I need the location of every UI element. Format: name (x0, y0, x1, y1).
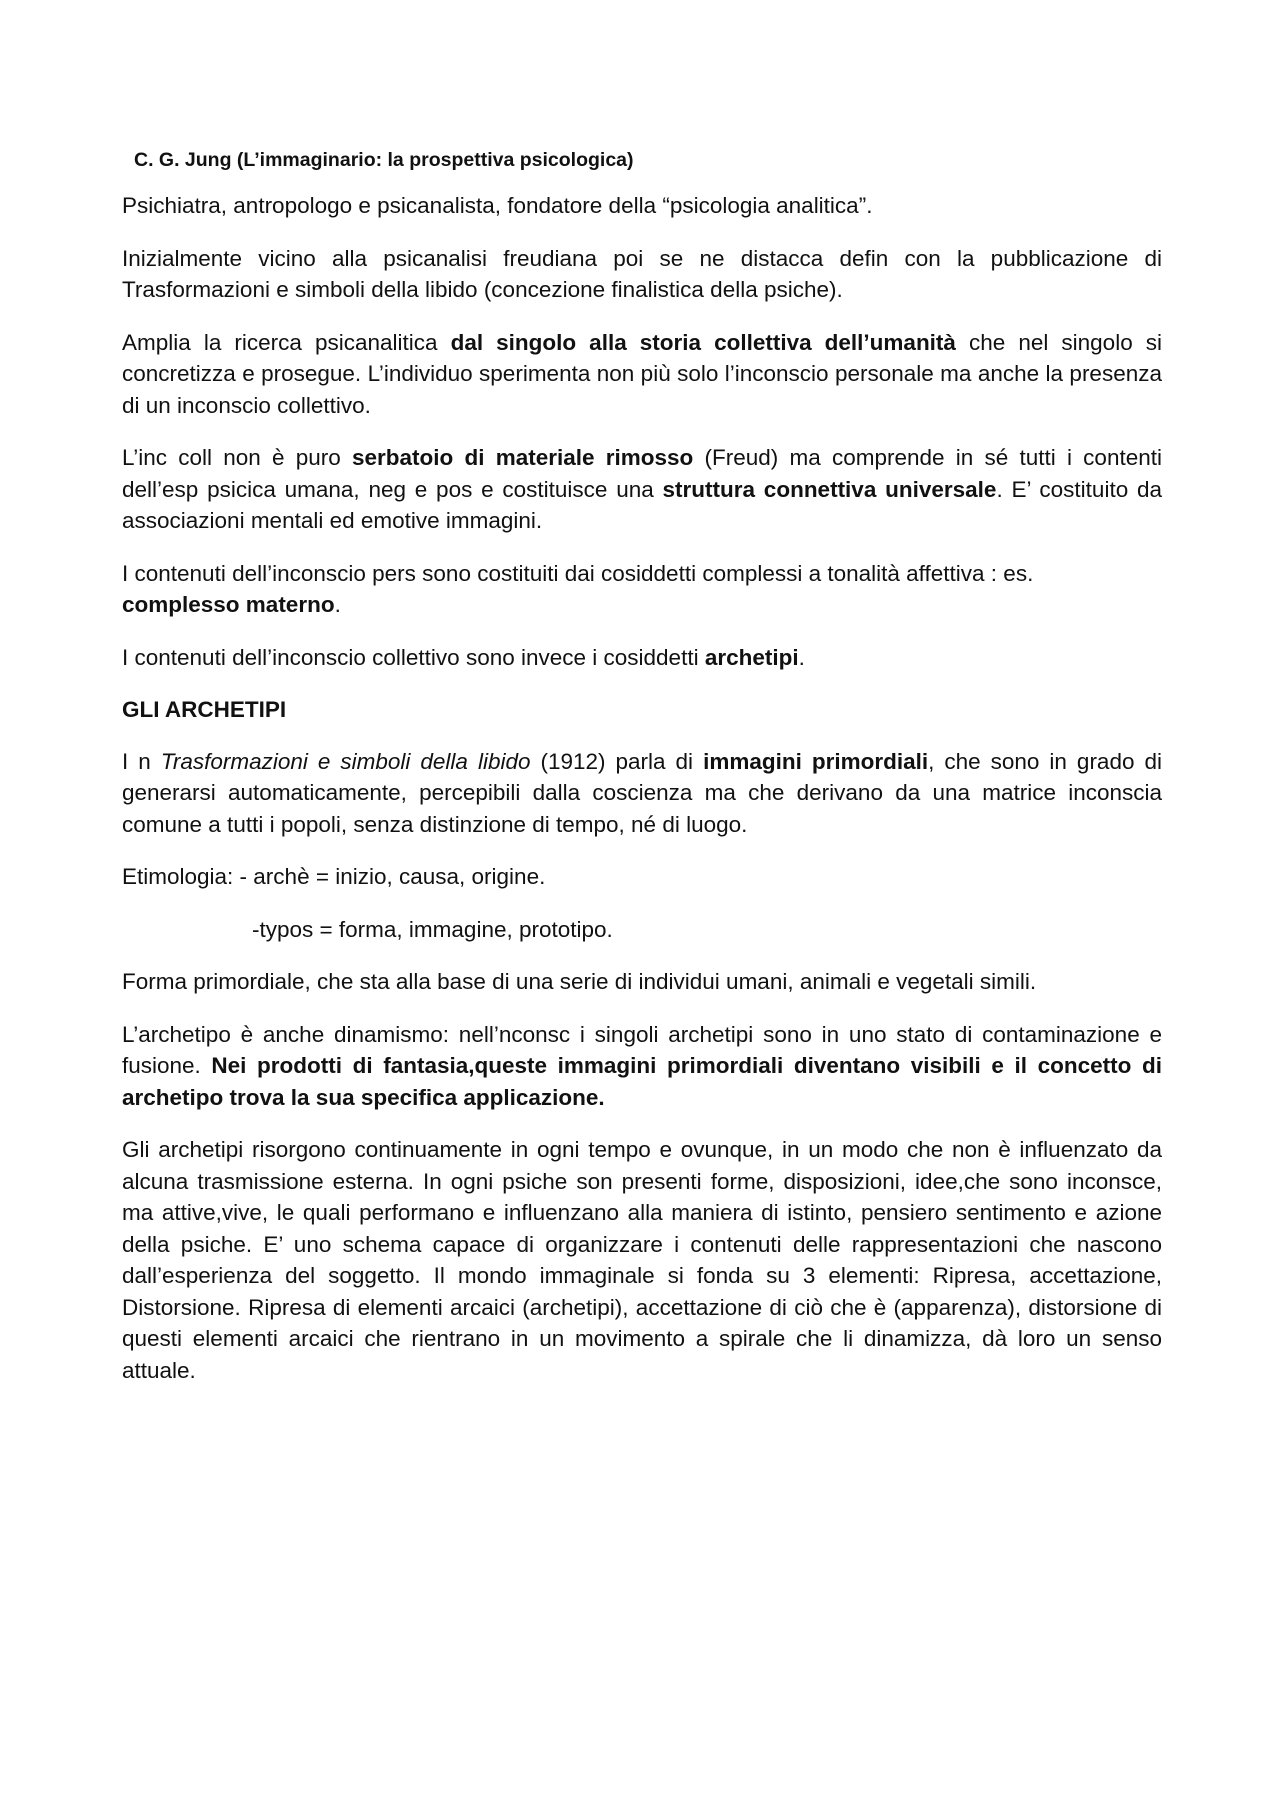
paragraph-dinamismo: L’archetipo è anche dinamismo: nell’nconsc i singoli archetipi sono in uno stato di contaminazione e fusione. Nei prodotti di fantasia,queste immagini primordiali diventano visibili e il concetto di archetipo trova la sua specifica applicazione. (122, 1021, 1162, 1110)
section-heading: GLI ARCHETIPI (122, 697, 287, 722)
paragraph-collective: Amplia la ricerca psicanalitica dal singolo alla storia collettiva dell’umanità che nel singolo si concretizza e prosegue. L’individuo sperimenta non più solo l’inconscio personale ma anche la presenza di un inconscio collettivo. (122, 329, 1163, 418)
paragraph-typos: -typos = forma, immagine, prototipo. (252, 916, 613, 942)
paragraph-immagini-primordiali: I n Trasformazioni e simboli della libido (1912) parla di immagini primordiali, che sono in grado di generarsi automaticamente, percepibili dalla coscienza ma che derivano da una matrice inconscia comune a tutti i popoli, senza distinzione di tempo, né di luogo. (122, 748, 1162, 837)
paragraph-inconscio-coll: L’inc coll non è puro serbatoio di materiale rimosso (Freud) ma comprende in sé tutti i contenti dell’esp psicica umana, neg e pos e costituisce una struttura connettiva universale. E’ costituito da associazioni mentali ed emotive immagini. (122, 445, 1163, 533)
paragraph-complessi: I contenuti dell’inconscio pers sono costituiti dai cosiddetti complessi a tonalità affettiva : es. complesso materno. (122, 560, 1034, 617)
document-title: C. G. Jung (L’immaginario: la prospettiva psicologica) (134, 149, 634, 171)
document-page (122, 146, 1162, 1407)
paragraph-freud: Inizialmente vicino alla psicanalisi freudiana poi se ne distacca defin con la pubblicazione di Trasformazioni e simboli della libido (concezione finalistica della psiche). (122, 245, 1162, 302)
paragraph-forma: Forma primordiale, che sta alla base di una serie di individui umani, animali e vegetali simili. (122, 969, 1037, 994)
paragraph-intro: Psichiatra, antropologo e psicanalista, fondatore della “psicologia analitica”. (122, 193, 873, 218)
paragraph-etimologia: Etimologia: - archè = inizio, causa, origine. (122, 864, 546, 889)
paragraph-risorgono: Gli archetipi risorgono continuamente in ogni tempo e ovunque, in un modo che non è influenzato da alcuna trasmissione esterna. In ogni psiche son presenti forme, disposizioni, idee,che sono inconsce, ma attive,vive, le quali performano e influenzano alla maniera di istinto, pensiero sentimento e azione della psiche. E’ uno schema capace di organizzare i contenuti delle rappresentazioni che nascono dall’esperienza del soggetto. Il mondo immaginale si fonda su 3 elementi: Ripresa, accettazione, Distorsione. Ripresa di elementi arcaici (archetipi), accettazione di ciò che è (apparenza), distorsione di questi elementi arcaici che rientrano in un movimento a spirale che li dinamizza, dà loro un senso attuale. (122, 1137, 1162, 1383)
paragraph-archetipi: I contenuti dell’inconscio collettivo sono invece i cosiddetti archetipi. (122, 644, 805, 670)
